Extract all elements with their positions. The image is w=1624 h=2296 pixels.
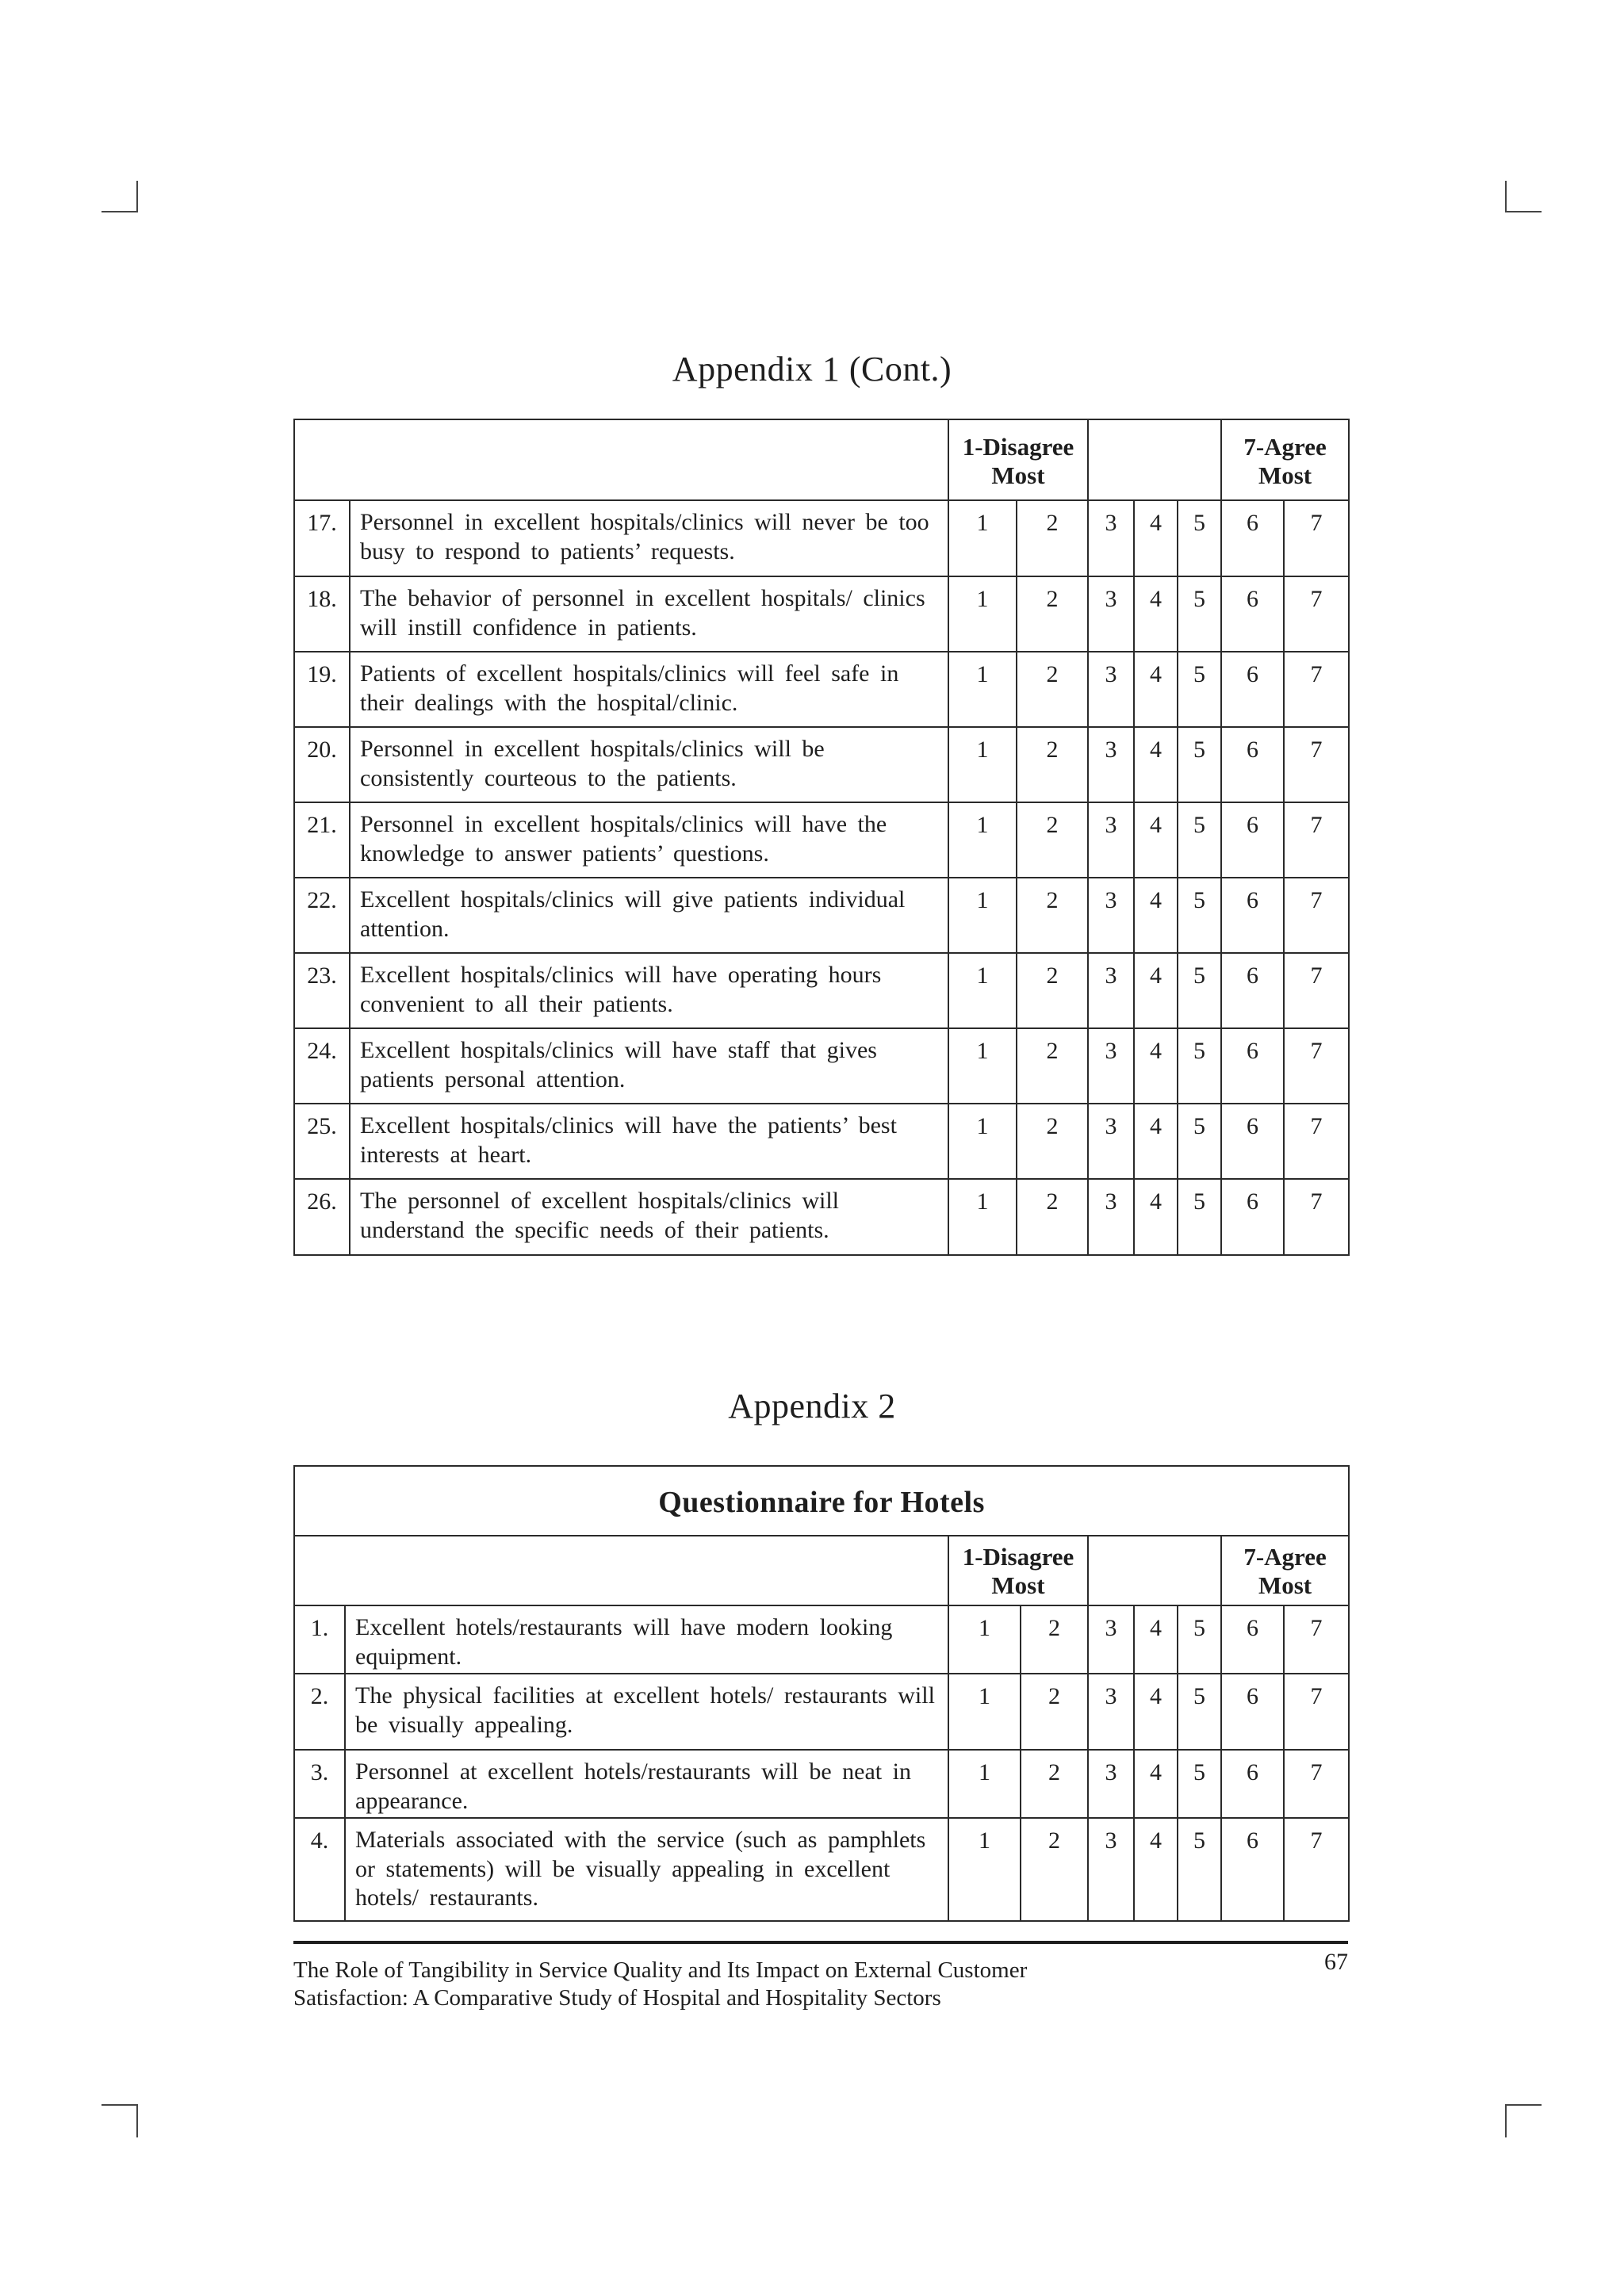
statement-row bbox=[294, 1605, 1349, 1674]
scale-option-7[interactable]: 7 bbox=[1284, 1028, 1349, 1104]
scale-option-5[interactable]: 5 bbox=[1178, 652, 1221, 727]
scale-option-1[interactable]: 1 bbox=[948, 1674, 1021, 1750]
scale-option-1[interactable]: 1 bbox=[948, 802, 1017, 878]
scale-option-4[interactable]: 4 bbox=[1134, 500, 1178, 576]
scale-option-1[interactable]: 1 bbox=[948, 953, 1017, 1028]
scale-option-1[interactable]: 1 bbox=[948, 1028, 1017, 1104]
item-number: 23. bbox=[294, 953, 350, 1028]
scale-option-5[interactable]: 5 bbox=[1178, 1179, 1221, 1255]
item-number: 4. bbox=[294, 1818, 345, 1921]
scale-option-2[interactable]: 2 bbox=[1021, 1674, 1088, 1750]
crop-mark bbox=[136, 181, 138, 212]
scale-option-3[interactable]: 3 bbox=[1088, 1605, 1134, 1674]
scale-option-6[interactable]: 6 bbox=[1221, 500, 1284, 576]
item-number: 24. bbox=[294, 1028, 350, 1104]
scale-option-4[interactable]: 4 bbox=[1134, 1674, 1178, 1750]
scale-option-3[interactable]: 3 bbox=[1088, 652, 1134, 727]
appendix1-table bbox=[293, 419, 1350, 1256]
item-number: 3. bbox=[294, 1750, 345, 1818]
page-number: 67 bbox=[1324, 1949, 1348, 1975]
scale-option-7[interactable]: 7 bbox=[1284, 1818, 1349, 1921]
scale-option-5[interactable]: 5 bbox=[1178, 727, 1221, 802]
statement-text: Excellent hospitals/clinics will have staff that gives patients personal attention. bbox=[350, 1028, 948, 1104]
crop-mark bbox=[1505, 2104, 1542, 2106]
scale-option-3[interactable]: 3 bbox=[1088, 878, 1134, 953]
scale-option-7[interactable]: 7 bbox=[1284, 576, 1349, 652]
statement-text: Excellent hospitals/clinics will have the patients’ best interests at heart. bbox=[350, 1104, 948, 1179]
statement-text: The behavior of personnel in excellent hospitals/ clinics will instill confidence in patients. bbox=[350, 576, 948, 652]
scale-option-7[interactable]: 7 bbox=[1284, 1605, 1349, 1674]
scale-option-6[interactable]: 6 bbox=[1221, 1750, 1284, 1818]
crop-mark bbox=[102, 2104, 138, 2106]
crop-mark bbox=[1505, 2104, 1507, 2137]
item-number: 2. bbox=[294, 1674, 345, 1750]
scale-option-6[interactable]: 6 bbox=[1221, 727, 1284, 802]
scale-option-2[interactable]: 2 bbox=[1021, 1605, 1088, 1674]
item-number: 26. bbox=[294, 1179, 350, 1255]
scale-option-4[interactable]: 4 bbox=[1134, 1179, 1178, 1255]
item-number: 21. bbox=[294, 802, 350, 878]
item-number: 22. bbox=[294, 878, 350, 953]
scale-option-1[interactable]: 1 bbox=[948, 1818, 1021, 1921]
scale-option-2[interactable]: 2 bbox=[1021, 1750, 1088, 1818]
scale-option-6[interactable]: 6 bbox=[1221, 1104, 1284, 1179]
statement-row bbox=[294, 1674, 1349, 1750]
scale-option-1[interactable]: 1 bbox=[948, 1104, 1017, 1179]
scale-option-6[interactable]: 6 bbox=[1221, 878, 1284, 953]
statement-text: Personnel in excellent hospitals/clinics will have the knowledge to answer patients’ questions. bbox=[350, 802, 948, 878]
statement-row bbox=[294, 1179, 1349, 1255]
scale-option-1[interactable]: 1 bbox=[948, 652, 1017, 727]
statement-row bbox=[294, 878, 1349, 953]
scale-option-4[interactable]: 4 bbox=[1134, 1818, 1178, 1921]
item-number: 1. bbox=[294, 1605, 345, 1674]
item-number: 20. bbox=[294, 727, 350, 802]
scale-option-4[interactable]: 4 bbox=[1134, 1028, 1178, 1104]
crop-mark bbox=[102, 211, 138, 212]
scale-option-3[interactable]: 3 bbox=[1088, 953, 1134, 1028]
scale-option-6[interactable]: 6 bbox=[1221, 1028, 1284, 1104]
running-footer bbox=[293, 1957, 1027, 2012]
item-number: 17. bbox=[294, 500, 350, 576]
statement-row bbox=[294, 652, 1349, 727]
footer-line-1: The Role of Tangibility in Service Quality and Its Impact on External Customer bbox=[293, 1957, 1028, 1983]
footer-rule bbox=[293, 1941, 1348, 1944]
scale-option-4[interactable]: 4 bbox=[1134, 1605, 1178, 1674]
scale-option-7[interactable]: 7 bbox=[1284, 652, 1349, 727]
item-number: 19. bbox=[294, 652, 350, 727]
scale-option-7[interactable]: 7 bbox=[1284, 500, 1349, 576]
scale-option-3[interactable]: 3 bbox=[1088, 1674, 1134, 1750]
scale-option-4[interactable]: 4 bbox=[1134, 1750, 1178, 1818]
scale-option-7[interactable]: 7 bbox=[1284, 878, 1349, 953]
item-number: 18. bbox=[294, 576, 350, 652]
statement-row bbox=[294, 576, 1349, 652]
statement-text: Materials associated with the service (such as pamphlets or statements) will be visually appealing in excellent hotels/ restaurants. bbox=[345, 1818, 948, 1921]
scale-option-4[interactable]: 4 bbox=[1134, 802, 1178, 878]
scale-option-2[interactable]: 2 bbox=[1017, 1179, 1088, 1255]
scale-option-1[interactable]: 1 bbox=[948, 500, 1017, 576]
statement-text: Personnel in excellent hospitals/clinics will be consistently courteous to the patients. bbox=[350, 727, 948, 802]
scale-option-4[interactable]: 4 bbox=[1134, 652, 1178, 727]
statement-text: The personnel of excellent hospitals/clinics will understand the specific needs of their patients. bbox=[350, 1179, 948, 1255]
scale-option-2[interactable]: 2 bbox=[1017, 878, 1088, 953]
scale-option-7[interactable]: 7 bbox=[1284, 1750, 1349, 1818]
scale-option-2[interactable]: 2 bbox=[1017, 953, 1088, 1028]
statement-text: The physical facilities at excellent hotels/ restaurants will be visually appealing. bbox=[345, 1674, 948, 1750]
questionnaire-title: Questionnaire for Hotels bbox=[294, 1466, 1349, 1536]
scale-option-4[interactable]: 4 bbox=[1134, 727, 1178, 802]
scale-option-6[interactable]: 6 bbox=[1221, 1605, 1284, 1674]
scale-option-4[interactable]: 4 bbox=[1134, 878, 1178, 953]
scale-option-1[interactable]: 1 bbox=[948, 878, 1017, 953]
scale-option-5[interactable]: 5 bbox=[1178, 1104, 1221, 1179]
scale-option-5[interactable]: 5 bbox=[1178, 1674, 1221, 1750]
scale-low-label: 1-Disagree Most bbox=[948, 1536, 1088, 1605]
scale-option-3[interactable]: 3 bbox=[1088, 1750, 1134, 1818]
scale-option-1[interactable]: 1 bbox=[948, 727, 1017, 802]
appendix2-title: Appendix 2 bbox=[728, 1387, 896, 1425]
scale-option-7[interactable]: 7 bbox=[1284, 802, 1349, 878]
scale-high-label: 7-Agree Most bbox=[1221, 419, 1349, 500]
scale-option-6[interactable]: 6 bbox=[1221, 953, 1284, 1028]
statement-row bbox=[294, 500, 1349, 576]
scale-option-6[interactable]: 6 bbox=[1221, 1674, 1284, 1750]
scale-option-5[interactable]: 5 bbox=[1178, 576, 1221, 652]
scale-option-2[interactable]: 2 bbox=[1021, 1818, 1088, 1921]
statement-text: Personnel at excellent hotels/restaurants will be neat in appearance. bbox=[345, 1750, 948, 1818]
scale-option-2[interactable]: 2 bbox=[1017, 576, 1088, 652]
scale-option-3[interactable]: 3 bbox=[1088, 727, 1134, 802]
table-header-row bbox=[294, 419, 1349, 500]
statement-row bbox=[294, 802, 1349, 878]
scale-low-label: 1-Disagree Most bbox=[948, 419, 1088, 500]
scale-option-7[interactable]: 7 bbox=[1284, 953, 1349, 1028]
statement-text: Patients of excellent hospitals/clinics will feel safe in their dealings with the hospital/clinic. bbox=[350, 652, 948, 727]
scale-option-2[interactable]: 2 bbox=[1017, 652, 1088, 727]
scale-option-5[interactable]: 5 bbox=[1178, 878, 1221, 953]
statement-text: Excellent hotels/restaurants will have modern looking equipment. bbox=[345, 1605, 948, 1674]
scale-option-7[interactable]: 7 bbox=[1284, 1104, 1349, 1179]
appendix2-table bbox=[293, 1465, 1350, 1922]
scale-option-6[interactable]: 6 bbox=[1221, 1179, 1284, 1255]
scale-option-4[interactable]: 4 bbox=[1134, 1104, 1178, 1179]
scale-option-7[interactable]: 7 bbox=[1284, 727, 1349, 802]
appendix1-title: Appendix 1 (Cont.) bbox=[672, 350, 952, 388]
scale-option-1[interactable]: 1 bbox=[948, 1605, 1021, 1674]
scale-option-7[interactable]: 7 bbox=[1284, 1179, 1349, 1255]
scale-option-6[interactable]: 6 bbox=[1221, 652, 1284, 727]
scale-option-5[interactable]: 5 bbox=[1178, 1028, 1221, 1104]
statement-row bbox=[294, 727, 1349, 802]
scale-option-1[interactable]: 1 bbox=[948, 1750, 1021, 1818]
scale-option-2[interactable]: 2 bbox=[1017, 802, 1088, 878]
scale-option-4[interactable]: 4 bbox=[1134, 953, 1178, 1028]
scale-option-2[interactable]: 2 bbox=[1017, 1104, 1088, 1179]
scale-high-label: 7-Agree Most bbox=[1221, 1536, 1349, 1605]
scale-option-6[interactable]: 6 bbox=[1221, 576, 1284, 652]
crop-mark bbox=[1505, 181, 1507, 212]
questionnaire-title-row bbox=[294, 1466, 1349, 1536]
scale-option-5[interactable]: 5 bbox=[1178, 1605, 1221, 1674]
scale-option-1[interactable]: 1 bbox=[948, 1179, 1017, 1255]
scale-option-3[interactable]: 3 bbox=[1088, 500, 1134, 576]
scale-option-4[interactable]: 4 bbox=[1134, 576, 1178, 652]
statement-row bbox=[294, 1818, 1349, 1921]
scale-option-5[interactable]: 5 bbox=[1178, 1818, 1221, 1921]
statement-row bbox=[294, 1104, 1349, 1179]
crop-mark bbox=[136, 2104, 138, 2137]
scale-option-7[interactable]: 7 bbox=[1284, 1674, 1349, 1750]
scale-option-5[interactable]: 5 bbox=[1178, 500, 1221, 576]
crop-mark bbox=[1505, 211, 1542, 212]
table-header-row bbox=[294, 1536, 1349, 1605]
scale-option-1[interactable]: 1 bbox=[948, 576, 1017, 652]
scale-option-3[interactable]: 3 bbox=[1088, 1104, 1134, 1179]
scale-option-2[interactable]: 2 bbox=[1017, 500, 1088, 576]
footer-line-2: Satisfaction: A Comparative Study of Hospital and Hospitality Sectors bbox=[293, 1984, 941, 2011]
scale-option-5[interactable]: 5 bbox=[1178, 953, 1221, 1028]
statement-text: Personnel in excellent hospitals/clinics will never be too busy to respond to patients’ requests. bbox=[350, 500, 948, 576]
scale-option-5[interactable]: 5 bbox=[1178, 802, 1221, 878]
scale-option-3[interactable]: 3 bbox=[1088, 1028, 1134, 1104]
scale-option-5[interactable]: 5 bbox=[1178, 1750, 1221, 1818]
statement-row bbox=[294, 1028, 1349, 1104]
scale-option-2[interactable]: 2 bbox=[1017, 727, 1088, 802]
scale-option-3[interactable]: 3 bbox=[1088, 802, 1134, 878]
scale-option-3[interactable]: 3 bbox=[1088, 1179, 1134, 1255]
scale-option-2[interactable]: 2 bbox=[1017, 1028, 1088, 1104]
statement-row bbox=[294, 1750, 1349, 1818]
scale-option-3[interactable]: 3 bbox=[1088, 576, 1134, 652]
scale-option-6[interactable]: 6 bbox=[1221, 802, 1284, 878]
scale-option-3[interactable]: 3 bbox=[1088, 1818, 1134, 1921]
statement-text: Excellent hospitals/clinics will give patients individual attention. bbox=[350, 878, 948, 953]
item-number: 25. bbox=[294, 1104, 350, 1179]
scale-option-6[interactable]: 6 bbox=[1221, 1818, 1284, 1921]
statement-text: Excellent hospitals/clinics will have operating hours convenient to all their patients. bbox=[350, 953, 948, 1028]
statement-row bbox=[294, 953, 1349, 1028]
